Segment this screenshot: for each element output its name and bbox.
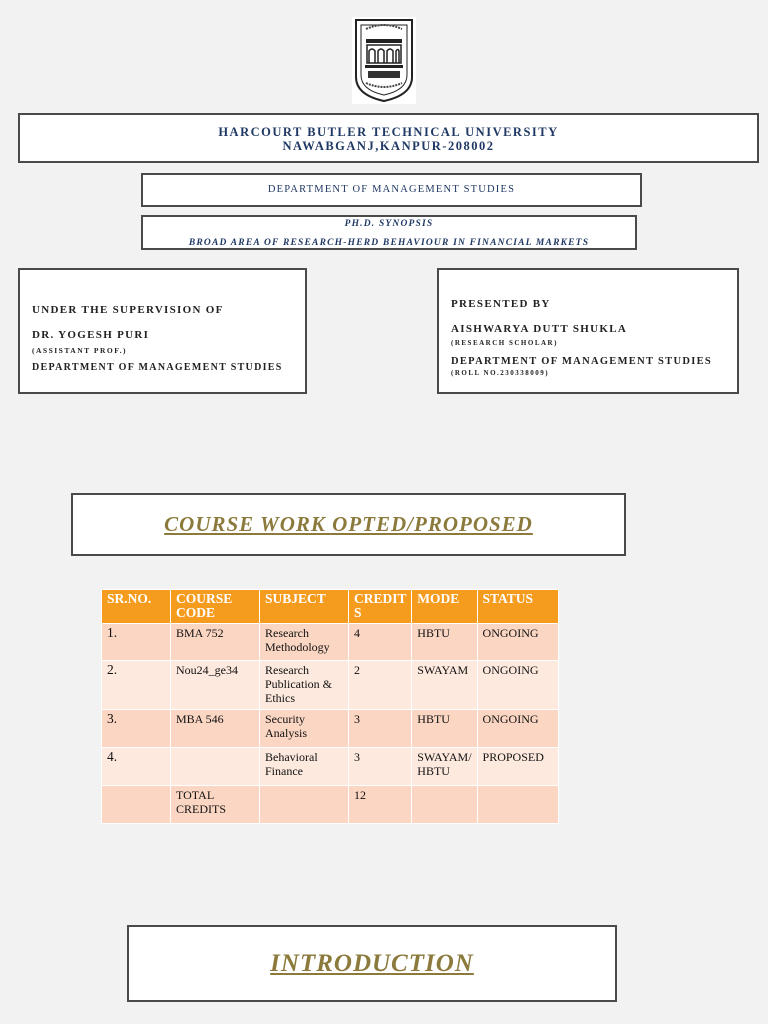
table-cell: Nou24_ge34 — [171, 661, 260, 710]
table-cell: MBA 546 — [171, 710, 260, 748]
table-cell: 2 — [349, 661, 412, 710]
course-work-title: COURSE WORK OPTED/PROPOSED — [164, 512, 533, 536]
table-cell — [171, 748, 260, 786]
supervisor-department: DEPARTMENT OF MANAGEMENT STUDIES — [32, 362, 283, 373]
presenter-name: AISHWARYA DUTT SHUKLA — [451, 323, 628, 335]
table-cell: BMA 752 — [171, 624, 260, 661]
column-header: COURSE CODE — [171, 590, 260, 624]
table-cell: Research Methodology — [260, 624, 349, 661]
table-row — [102, 710, 559, 748]
table-cell: ONGOING — [477, 710, 558, 748]
university-header — [18, 113, 759, 163]
table-cell: 4 — [349, 624, 412, 661]
table-cell: 12 — [349, 786, 412, 824]
table-cell: 4. — [102, 748, 171, 786]
table-cell: HBTU — [412, 710, 477, 748]
table-header-row — [102, 590, 559, 624]
presenter-role: (RESEARCH SCHOLAR) — [451, 339, 558, 347]
supervisor-label: UNDER THE SUPERVISION OF — [32, 304, 224, 316]
department-banner — [141, 173, 642, 207]
table-cell: 3 — [349, 710, 412, 748]
table-cell — [260, 786, 349, 824]
table-cell: Security Analysis — [260, 710, 349, 748]
table-cell: ONGOING — [477, 661, 558, 710]
synopsis-banner — [141, 215, 637, 250]
presenter-department: DEPARTMENT OF MANAGEMENT STUDIES — [451, 356, 713, 367]
introduction-title: INTRODUCTION — [270, 950, 474, 977]
table-row — [102, 786, 559, 824]
table-cell: SWAYAM/ HBTU — [412, 748, 477, 786]
table-cell: 2. — [102, 661, 171, 710]
column-header: SR.NO. — [102, 590, 171, 624]
presenter-roll: (ROLL NO.230338009) — [451, 369, 550, 377]
introduction-title-box — [127, 925, 617, 1002]
presenter-box — [437, 268, 739, 394]
table-row — [102, 748, 559, 786]
table-cell: Behavioral Finance — [260, 748, 349, 786]
table-cell: 3. — [102, 710, 171, 748]
course-work-table — [101, 589, 559, 824]
course-work-title-box — [71, 493, 626, 556]
table-cell: 3 — [349, 748, 412, 786]
table-cell: HBTU — [412, 624, 477, 661]
table-cell — [477, 786, 558, 824]
column-header: MODE — [412, 590, 477, 624]
table-cell: Research Publication & Ethics — [260, 661, 349, 710]
table-cell: PROPOSED — [477, 748, 558, 786]
research-area: BROAD AREA OF RESEARCH-HERD BEHAVIOUR IN FINANCIAL MARKETS — [188, 238, 590, 248]
supervisor-box — [18, 268, 307, 394]
synopsis-title: PH.D. SYNOPSIS — [344, 219, 434, 229]
table-row — [102, 624, 559, 661]
supervisor-designation: (ASSISTANT PROF.) — [32, 346, 127, 355]
presenter-label: PRESENTED BY — [451, 298, 551, 310]
column-header: STATUS — [477, 590, 558, 624]
university-address: NAWABGANJ,KANPUR-208002 — [282, 139, 495, 153]
column-header: CREDIT S — [349, 590, 412, 624]
table-cell — [102, 786, 171, 824]
column-header: SUBJECT — [260, 590, 349, 624]
university-seal-icon — [352, 17, 416, 104]
table-cell: SWAYAM — [412, 661, 477, 710]
table-row — [102, 661, 559, 710]
table-cell — [412, 786, 477, 824]
table-cell: TOTAL CREDITS — [171, 786, 260, 824]
table-cell: ONGOING — [477, 624, 558, 661]
university-name: HARCOURT BUTLER TECHNICAL UNIVERSITY — [218, 125, 559, 139]
department-name: DEPARTMENT OF MANAGEMENT STUDIES — [267, 184, 516, 195]
supervisor-name: DR. YOGESH PURI — [32, 329, 150, 341]
table-cell: 1. — [102, 624, 171, 661]
